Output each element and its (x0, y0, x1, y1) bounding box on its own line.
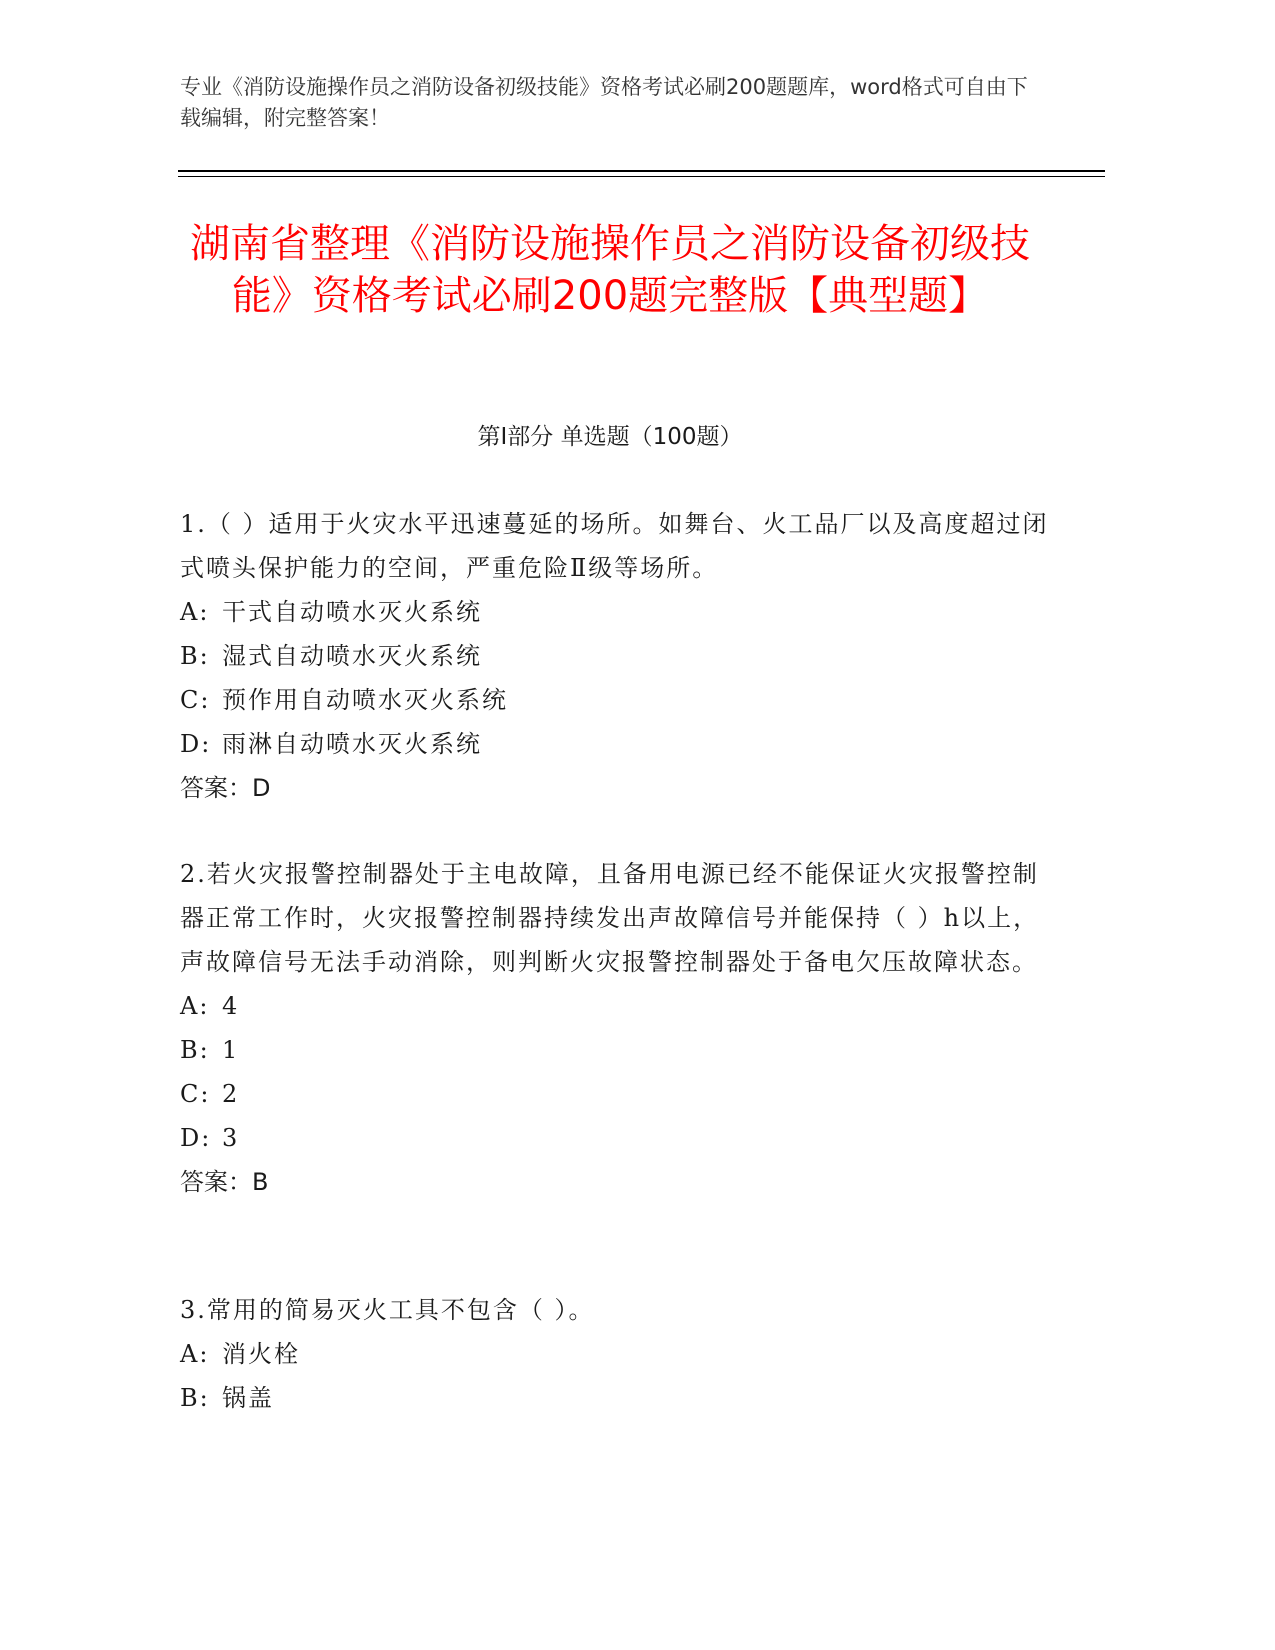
option-key: C: (180, 686, 211, 714)
option-b (180, 634, 1050, 678)
option-text: 1 (222, 1036, 240, 1064)
option-c (180, 1072, 1050, 1116)
option-text: 4 (222, 992, 240, 1020)
document-title: 湖南省整理《消防设施操作员之消防设备初级技能》资格考试必刷200题完整版【典型题】 (190, 221, 1030, 319)
answer-line: 答案：B (180, 1168, 269, 1196)
question-1 (180, 502, 1050, 810)
question-3 (180, 1288, 1050, 1420)
option-b (180, 1028, 1050, 1072)
header-note: 专业《消防设施操作员之消防设备初级技能》资格考试必刷200题题库，word格式可自由下载编辑，附完整答案！ (180, 75, 1028, 130)
header-divider-thin (178, 176, 1105, 177)
option-key: D: (180, 730, 212, 758)
option-a (180, 984, 1050, 1028)
option-key: A: (180, 992, 210, 1020)
option-key: A: (180, 1340, 210, 1368)
header-divider (178, 170, 1105, 172)
option-text: 消火栓 (222, 1340, 300, 1368)
option-key: C: (180, 1080, 211, 1108)
option-b (180, 1376, 1050, 1420)
option-d (180, 1116, 1050, 1160)
option-text: 2 (222, 1080, 240, 1108)
option-key: A: (180, 598, 210, 626)
option-text: 干式自动喷水灭火系统 (222, 598, 482, 626)
question-text: 2.若火灾报警控制器处于主电故障，且备用电源已经不能保证火灾报警控制器正常工作时，火灾报警控制器持续发出声故障信号并能保持（ ）h以上，声故障信号无法手动消除，则判断火灾报警控制器处于备电欠压故障状态。 (180, 860, 1040, 976)
answer-line: 答案：D (180, 774, 271, 802)
option-text: 湿式自动喷水灭火系统 (222, 642, 482, 670)
option-d (180, 722, 1050, 766)
option-key: D: (180, 1124, 212, 1152)
option-text: 3 (222, 1124, 240, 1152)
option-text: 预作用自动喷水灭火系统 (222, 686, 508, 714)
section-heading: 第I部分 单选题（100题） (477, 424, 743, 450)
question-2 (180, 852, 1050, 1204)
option-text: 锅盖 (222, 1384, 274, 1412)
option-c (180, 678, 1050, 722)
option-a (180, 590, 1050, 634)
question-text: 1.（ ）适用于火灾水平迅速蔓延的场所。如舞台、火工品厂以及高度超过闭式喷头保护能力的空间，严重危险Ⅱ级等场所。 (180, 510, 1049, 582)
option-key: B: (180, 1384, 210, 1412)
question-text: 3.常用的简易灭火工具不包含（ ）。 (180, 1296, 595, 1324)
option-a (180, 1332, 1050, 1376)
option-text: 雨淋自动喷水灭火系统 (222, 730, 482, 758)
option-key: B: (180, 642, 210, 670)
option-key: B: (180, 1036, 210, 1064)
